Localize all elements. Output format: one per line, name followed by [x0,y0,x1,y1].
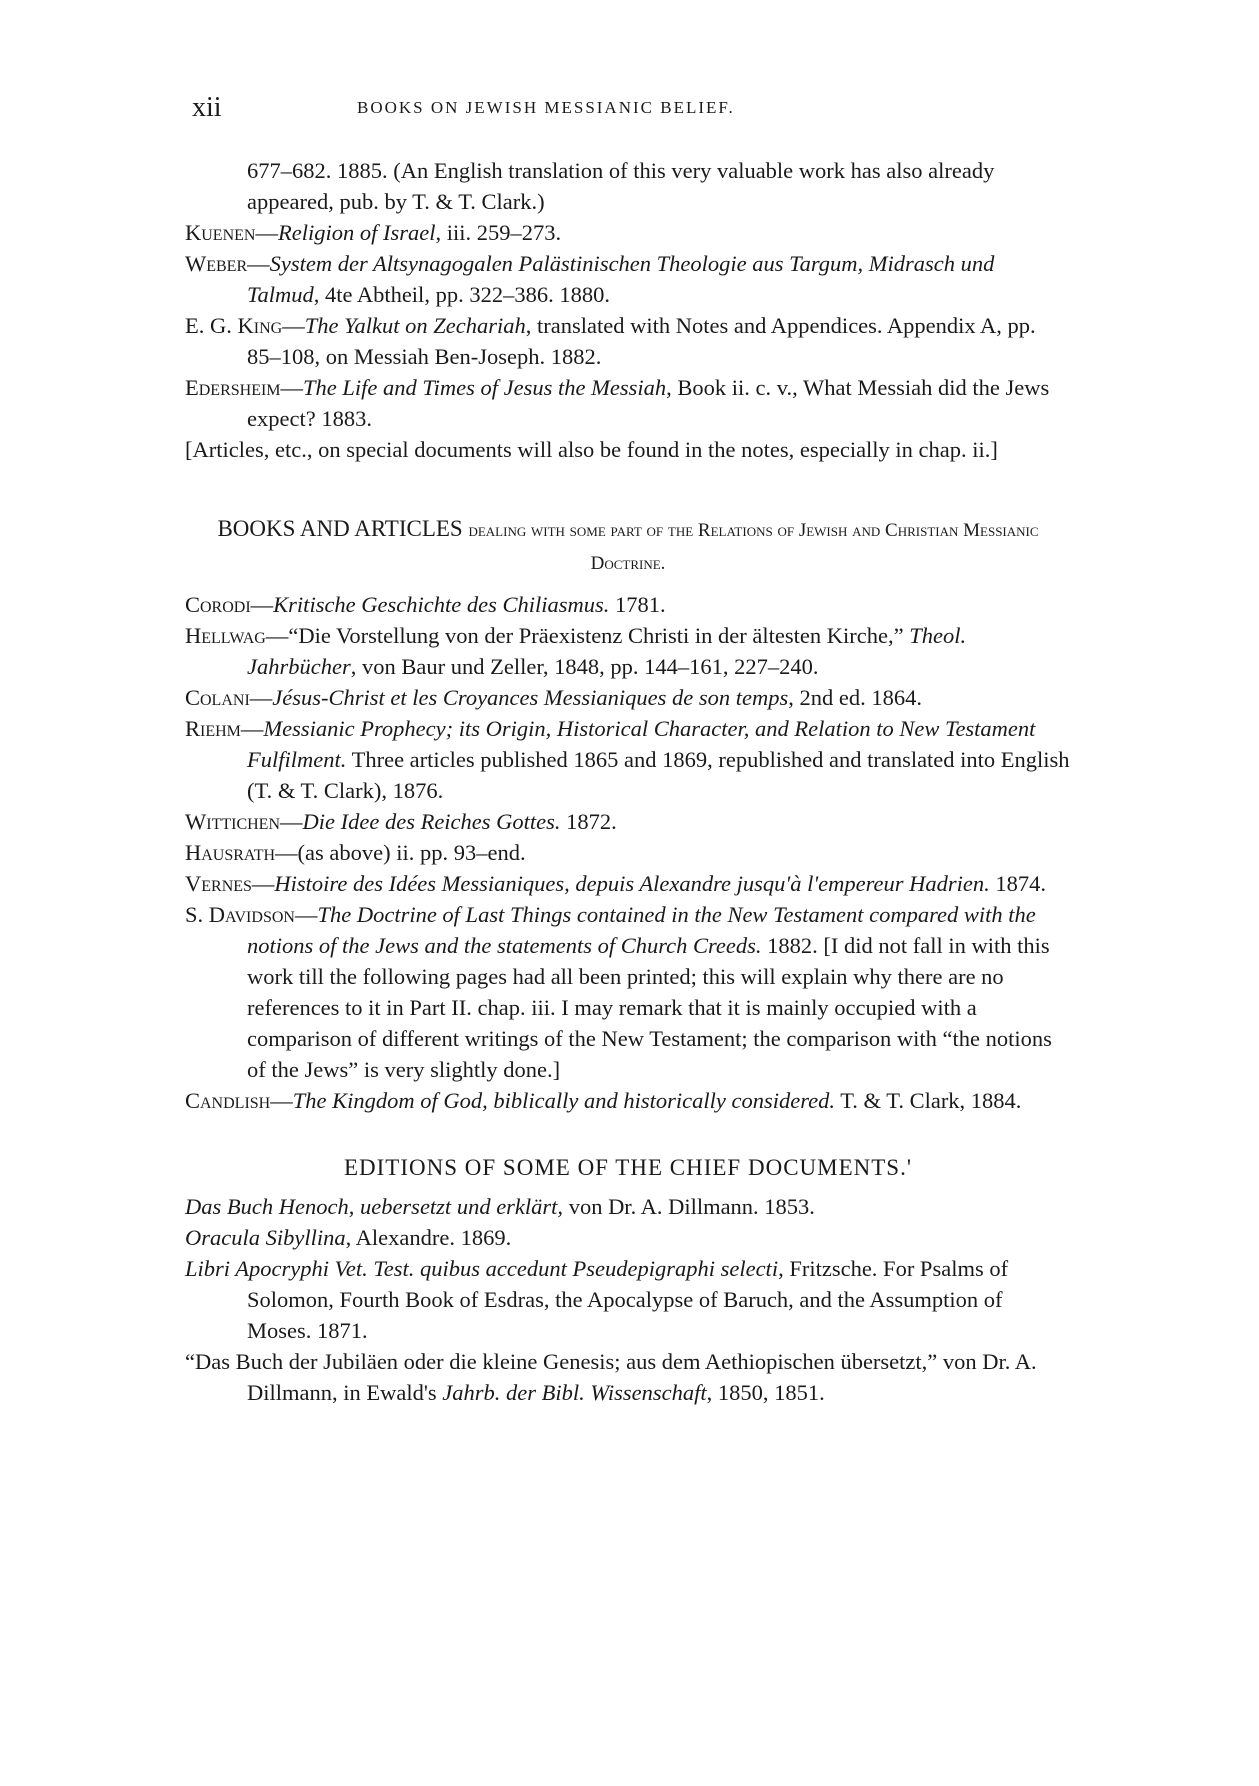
entry-details: , iii. 259–273. [435,220,562,245]
entry-details: , 1850, 1851. [706,1380,825,1405]
work-title: Das Buch Henoch, uebersetzt und erklärt, [185,1194,564,1219]
entry-details: , 2nd ed. 1864. [788,685,923,710]
work-title: Histoire des Idées Messianiques, depuis Alexandre jusqu'à l'empereur Hadrien. [274,871,990,896]
author: Corodi [185,592,251,617]
entry-details: , von Baur und Zeller, 1848, pp. 144–161, 227–240. [350,654,819,679]
bib-entry-corodi: Corodi—Kritische Geschichte des Chiliasmus. 1781. [185,592,666,617]
edition-entry-oracula [185,1222,1071,1253]
work-title: The Yalkut on Zechariah [304,313,526,338]
heading-main: BOOKS AND ARTICLES [217,516,463,541]
page-number: xii [192,92,222,123]
author-initials: S. [185,902,209,927]
work-title: Theol. Jahrbücher [247,623,967,679]
author: Colani [185,685,250,710]
entry-details: , Book ii. c. v., What Messiah did the Jews expect? 1883. [247,375,1050,431]
entry-details: 1781. [609,592,666,617]
bib-entry-candlish: Candlish—The Kingdom of God, biblically and historically considered. T. & T. Clark, 1884. [185,1088,1022,1113]
author: Wittichen [185,809,280,834]
author: Riehm [185,716,241,741]
entry-details: Alexandre. 1869. [351,1225,512,1250]
work-title: The Doctrine of Last Things contained in the New Testament compared with the notions of the Jews and the statements of Church Creeds. [247,902,1036,958]
bib-entry-king: E. G. King—The Yalkut on Zechariah, translated with Notes and Appendices. Appendix A, pp. 85–108, on Messiah Ben-Joseph. 1882. [185,313,1036,369]
entry-details: 1872. [560,809,617,834]
bib-entry-davidson: S. Davidson—The Doctrine of Last Things contained in the New Testament compared with the notions of the Jews and the statements of Church Creeds. 1882. [I did not fall in with this work till the following pages had all been printed; this will explain why there are no references to it in Part II. chap. iii. I may remark that it is mainly occupied with a comparison of different writings of the New Testament; the comparison with “the notions of the Jews” is very slightly done.] [185,902,1052,1082]
work-title: Jésus-Christ et les Croyances Messianiques de son temps [272,685,789,710]
edition-entry-henoch [185,1191,1071,1222]
edition-entry-jubilaen [185,1346,1071,1408]
bib-entry-hellwag: Hellwag—“Die Vorstellung von der Präexistenz Christi in der ältesten Kirche,” Theol. Jahrbücher, von Baur und Zeller, 1848, pp. 144–161, 227–240. [185,623,967,679]
entry-details: , 4te Abtheil, pp. 322–386. 1880. [313,282,610,307]
author: Weber [185,251,248,276]
author: Candlish [185,1088,271,1113]
bib-entry-edersheim: Edersheim—The Life and Times of Jesus the Messiah, Book ii. c. v., What Messiah did the Jews expect? 1883. [185,375,1050,431]
work-title: Oracula Sibyllina, [185,1225,352,1250]
page-body [185,155,1071,1408]
page-header [192,92,1062,126]
work-title: The Life and Times of Jesus the Messiah [303,375,667,400]
author-initials: E. G. [185,313,238,338]
entry-details: T. & T. Clark, 1884. [834,1088,1022,1113]
author: Hausrath [185,840,276,865]
entry-details: 1874. [989,871,1047,896]
running-title: BOOKS ON JEWISH MESSIANIC BELIEF. [357,98,735,117]
work-title: Messianic Prophecy; its Origin, Historical Character, and Relation to New Testament Fulfilment. [247,716,1036,772]
bib-entry-weber: Weber—System der Altsynagogalen Palästinischen Theologie aus Targum, Midrasch und Talmud, 4te Abtheil, pp. 322–386. 1880. [185,251,995,307]
bib-entry-wittichen: Wittichen—Die Idee des Reiches Gottes. 1872. [185,809,617,834]
work-title: The Kingdom of God, biblically and historically considered. [292,1088,835,1113]
entry-details: 1882. [I did not fall in with this work till the following pages had all been printed; this will explain why there are no references to it in Part II. chap. iii. I may remark that it is mainly occupied with a comparison of different writings of the New Testament; the comparison with “the notions of the Jews” is very slightly done.] [247,933,1052,1082]
entry-details: von Dr. A. Dillmann. 1853. [563,1194,815,1219]
article-title: “Das Buch der Jubiläen oder die kleine Genesis; aus dem Aethiopischen übersetzt,” von Dr. A. Dillmann, in Ewald's [185,1349,1037,1405]
author: Kuenen [185,220,256,245]
entry-details: , translated with Notes and Appendices. Appendix A, pp. 85–108, on Messiah Ben-Joseph. 1882. [247,313,1036,369]
bib-entry-vernes: Vernes—Histoire des Idées Messianiques, depuis Alexandre jusqu'à l'empereur Hadrien. 1874. [185,871,1047,896]
author: King [237,313,283,338]
work-title: Libri Apocryphi Vet. Test. quibus accedunt Pseudepigraphi selecti, [185,1256,784,1281]
section-heading-editions: EDITIONS OF SOME OF THE CHIEF DOCUMENTS.' [343,1155,912,1180]
entry-text: 677–682. 1885. (An English translation of this very valuable work has also already appeared, pub. by T. & T. Clark.) [247,158,995,214]
author: Davidson [208,902,295,927]
heading-subtitle: dealing with some part of the Relations of Jewish and Christian Messianic Doctrine. [468,520,1039,574]
bracket-note [185,434,1071,465]
work-title: Religion of Israel [277,220,436,245]
author: Hellwag [185,623,266,648]
bib-entry-riehm: Riehm—Messianic Prophecy; its Origin, Historical Character, and Relation to New Testament Fulfilment. Three articles published 1865 and 1869, republished and translated into English (T. & T. Clark), 1876. [185,716,1070,803]
entry-details: Fritzsche. For Psalms of Solomon, Fourth Book of Esdras, the Apocalypse of Baruch, and the Assumption of Moses. 1871. [247,1256,1009,1343]
author: Vernes [185,871,252,896]
edition-entry-libri [185,1253,1071,1346]
continued-entry [185,155,1071,217]
entry-details: (as above) ii. pp. 93–end. [297,840,526,865]
section-heading-relations [185,513,1071,579]
work-title: Jahrb. der Bibl. Wissenschaft [442,1380,707,1405]
entry-details: Three articles published 1865 and 1869, republished and translated into English (T. & T. Clark), 1876. [247,747,1070,803]
bib-entry-kuenen: Kuenen—Religion of Israel, iii. 259–273. [185,220,562,245]
work-title: Kritische Geschichte des Chiliasmus. [273,592,610,617]
author: Edersheim [185,375,281,400]
work-title: System der Altsynagogalen Palästinischen Theologie aus Targum, Midrasch und Talmud [247,251,995,307]
bib-entry-hausrath: Hausrath—(as above) ii. pp. 93–end. [185,840,526,865]
note-text: [Articles, etc., on special documents will also be found in the notes, especially in chap. ii.] [185,437,998,462]
article-title: “Die Vorstellung von der Präexistenz Christi in der ältesten Kirche,” [288,623,910,648]
work-title: Die Idee des Reiches Gottes. [302,809,561,834]
bib-entry-colani: Colani—Jésus-Christ et les Croyances Messianiques de son temps, 2nd ed. 1864. [185,685,923,710]
